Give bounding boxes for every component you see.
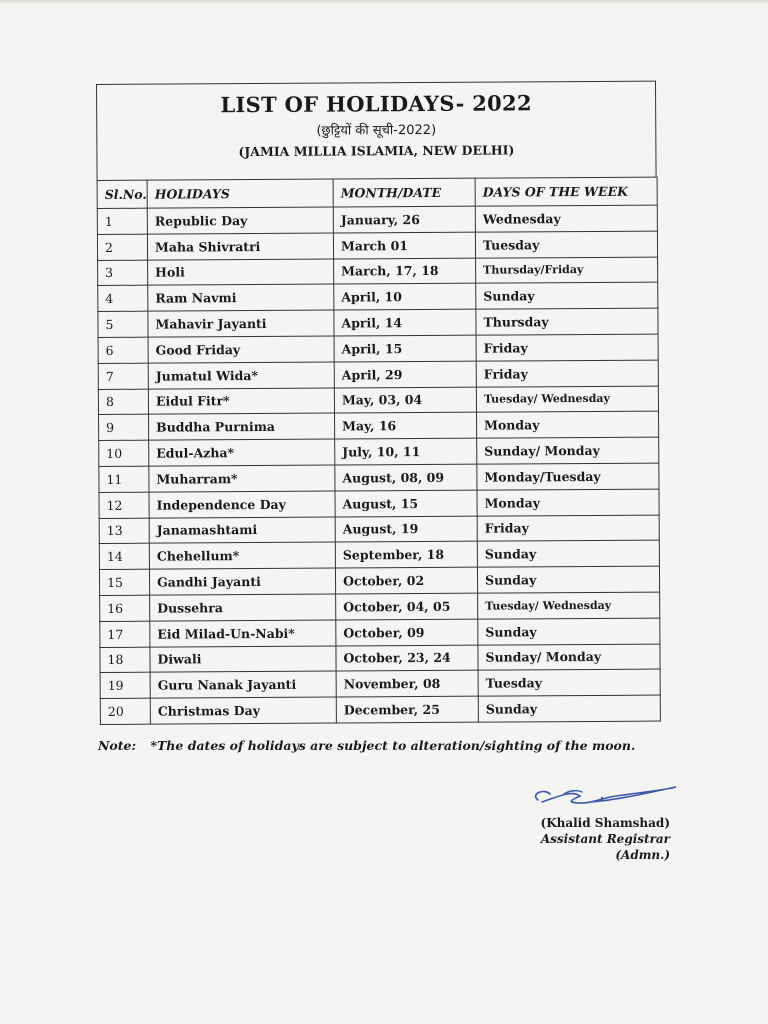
table-row [97,231,657,260]
cell-sl-no: 18 [100,647,150,673]
cell-holiday-name: Christmas Day [150,697,336,724]
cell-month-date: October, 23, 24 [336,645,478,672]
cell-sl-no: 20 [100,698,150,724]
cell-month-date: October, 09 [336,619,478,646]
cell-day-of-week: Thursday/Friday [476,257,658,284]
cell-day-of-week: Sunday/ Monday [477,437,659,464]
document-header [96,81,657,180]
cell-month-date: July, 10, 11 [335,438,477,465]
cell-day-of-week: Friday [477,515,659,542]
cell-day-of-week: Sunday [478,618,660,645]
cell-day-of-week: Friday [476,334,658,361]
cell-month-date: August, 15 [335,490,477,517]
cell-holiday-name: Edul-Azha* [149,439,335,466]
cell-month-date: April, 14 [334,309,476,336]
table-row [100,592,660,621]
cell-holiday-name: Gandhi Jayanti [149,568,335,595]
document-subtitle-hindi: (छुट्टियों की सूची-2022) [316,122,437,139]
table-row [98,282,658,311]
cell-day-of-week: Tuesday/ Wednesday [476,386,658,413]
cell-holiday-name: Good Friday [148,336,334,363]
cell-sl-no: 6 [98,337,148,363]
table-row [98,308,658,337]
cell-sl-no: 16 [100,595,150,621]
cell-day-of-week: Wednesday [475,205,657,232]
cell-sl-no: 2 [97,234,147,260]
cell-month-date: November, 08 [336,671,478,698]
cell-holiday-name: Guru Nanak Jayanti [150,671,336,698]
cell-month-date: May, 03, 04 [334,387,476,414]
cell-day-of-week: Sunday [476,282,658,309]
table-row [100,618,660,647]
cell-sl-no: 13 [99,518,149,544]
signatory-designation: Assistant Registrar (Admn.) [540,832,670,862]
cell-month-date: September, 18 [335,542,477,569]
cell-holiday-name: Mahavir Jayanti [148,310,334,337]
cell-month-date: August, 19 [335,516,477,543]
cell-day-of-week: Tuesday [475,231,657,258]
cell-sl-no: 1 [97,208,147,234]
cell-holiday-name: Republic Day [147,207,333,234]
table-row [99,515,659,544]
cell-holiday-name: Chehellum* [149,542,335,569]
table-row [98,360,658,389]
table-row [100,669,660,698]
cell-day-of-week: Sunday/ Monday [478,644,660,671]
table-row [100,644,660,673]
cell-day-of-week: Thursday [476,308,658,335]
cell-holiday-name: Eidul Fitr* [148,388,334,415]
cell-day-of-week: Tuesday/ Wednesday [478,592,660,619]
table-row [98,334,658,363]
cell-holiday-name: Independence Day [149,491,335,518]
cell-sl-no: 12 [99,492,149,518]
table-row [99,489,659,518]
cell-month-date: December, 25 [336,696,478,723]
holidays-table [97,177,661,725]
cell-holiday-name: Muharram* [149,465,335,492]
cell-holiday-name: Maha Shivratri [147,233,333,260]
footnote [98,738,635,753]
table-row [99,437,659,466]
holidays-table-body [97,205,660,724]
cell-sl-no: 14 [99,544,149,570]
table-row [98,386,658,415]
cell-sl-no: 15 [99,569,149,595]
cell-month-date: April, 15 [334,335,476,362]
column-header-sl-no: Sl.No. [97,180,147,208]
cell-day-of-week: Sunday [477,566,659,593]
column-header-month-date: MONTH/DATE [333,178,475,207]
cell-holiday-name: Eid Milad-Un-Nabi* [150,620,336,647]
holiday-list-sheet [96,81,660,725]
column-header-holidays: HOLIDAYS [147,179,333,208]
cell-sl-no: 9 [99,415,149,441]
cell-sl-no: 4 [98,286,148,312]
table-row [99,566,659,595]
cell-sl-no: 10 [99,440,149,466]
cell-day-of-week: Tuesday [478,669,660,696]
cell-month-date: January, 26 [333,206,475,233]
cell-month-date: October, 04, 05 [336,593,478,620]
cell-day-of-week: Monday [477,489,659,516]
cell-holiday-name: Dussehra [150,594,336,621]
document-title: LIST OF HOLIDAYS- 2022 [220,90,532,118]
cell-holiday-name: Buddha Purnima [149,413,335,440]
signatory-name: (Khalid Shamshad) [540,816,670,830]
cell-sl-no: 8 [98,389,148,415]
cell-day-of-week: Monday/Tuesday [477,463,659,490]
cell-holiday-name: Jumatul Wida* [148,362,334,389]
cell-holiday-name: Janamashtami [149,517,335,544]
table-row [99,411,659,440]
cell-sl-no: 7 [98,363,148,389]
cell-sl-no: 17 [100,621,150,647]
page-top-edge [0,0,768,4]
cell-month-date: April, 29 [334,361,476,388]
column-header-days-of-week: DAYS OF THE WEEK [475,177,657,206]
signatory-block [500,815,670,863]
institution-name: (JAMIA MILLIA ISLAMIA, NEW DELHI) [238,142,515,160]
table-row [97,205,657,234]
cell-month-date: March, 17, 18 [334,258,476,285]
cell-day-of-week: Sunday [478,695,660,722]
cell-day-of-week: Friday [476,360,658,387]
cell-month-date: May, 16 [335,413,477,440]
cell-holiday-name: Ram Navmi [148,284,334,311]
table-header-row [97,177,657,208]
table-row [99,540,659,569]
footnote-text: *The dates of holidays are subject to alteration/sighting of the moon. [150,738,636,753]
cell-day-of-week: Sunday [477,540,659,567]
cell-holiday-name: Holi [148,259,334,286]
cell-month-date: October, 02 [335,567,477,594]
table-row [99,463,659,492]
cell-sl-no: 5 [98,311,148,337]
cell-month-date: March 01 [333,232,475,259]
cell-sl-no: 3 [98,260,148,286]
cell-day-of-week: Monday [477,411,659,438]
cell-month-date: August, 08, 09 [335,464,477,491]
handwritten-signature [520,778,680,812]
cell-sl-no: 11 [99,466,149,492]
cell-sl-no: 19 [100,673,150,699]
cell-holiday-name: Diwali [150,646,336,673]
footnote-label: Note: [98,738,137,753]
cell-month-date: April, 10 [334,284,476,311]
table-row [98,257,658,286]
table-row [100,695,660,724]
